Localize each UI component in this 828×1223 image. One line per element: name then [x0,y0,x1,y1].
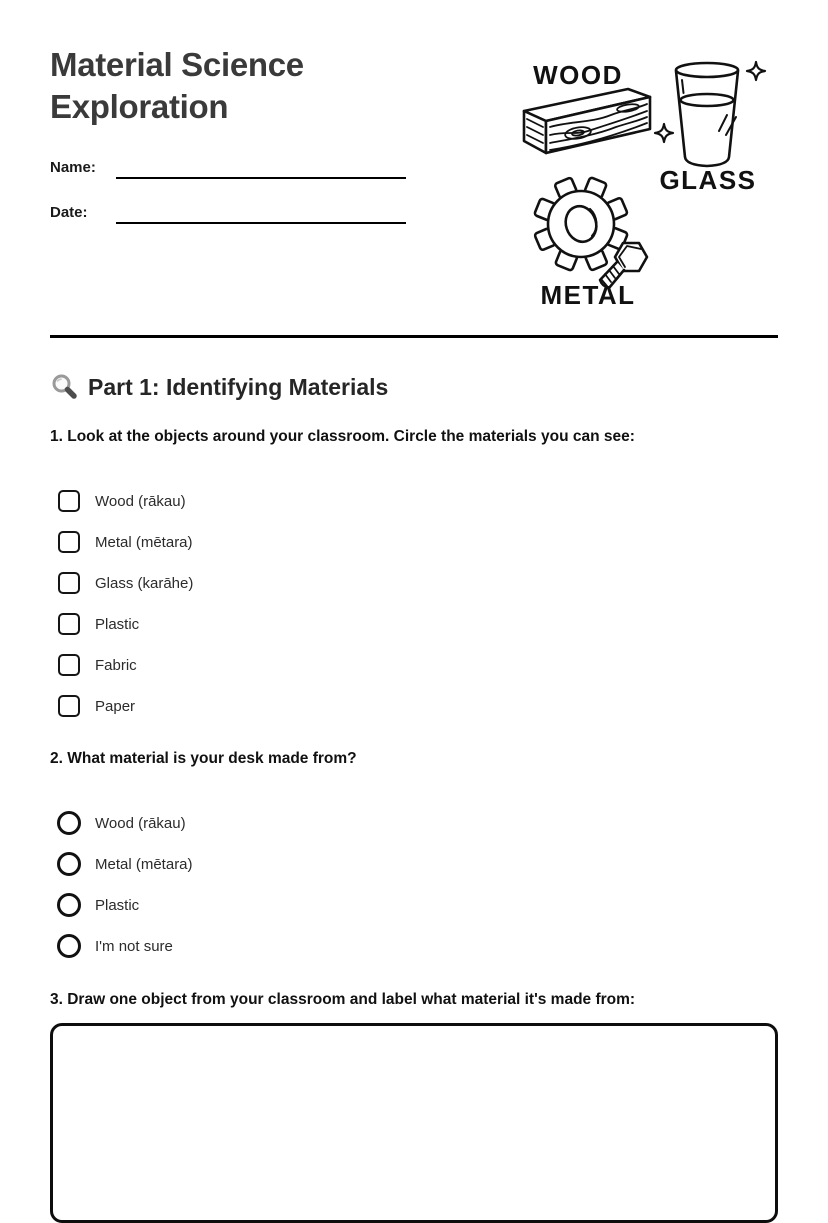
option-label: I'm not sure [95,937,173,955]
checkbox-glass[interactable] [58,572,80,594]
question-2: 2. What material is your desk made from? [50,750,357,767]
option-row [50,695,778,717]
option-row [50,572,778,594]
radio-not-sure[interactable] [57,934,81,958]
option-label: Glass (karāhe) [95,574,194,592]
option-row [50,852,778,876]
radio-plastic[interactable] [57,893,81,917]
option-row [50,934,778,958]
checkbox-plastic[interactable] [58,613,80,635]
option-row [50,893,778,917]
date-field-row [50,198,406,224]
question-1: 1. Look at the objects around your classroom. Circle the materials you can see: [50,428,635,445]
option-label: Metal (mētara) [95,855,193,873]
glass-icon [655,62,765,166]
checkbox-paper[interactable] [58,695,80,717]
checkbox-fabric[interactable] [58,654,80,676]
name-field-row [50,153,406,179]
materials-illustration [516,53,772,311]
name-input-line[interactable] [116,155,406,179]
option-label: Wood (rākau) [95,814,186,832]
radio-metal[interactable] [57,852,81,876]
metal-gear-icon [534,177,647,288]
option-label: Paper [95,697,136,715]
radio-wood[interactable] [57,811,81,835]
option-label: Wood (rākau) [95,492,186,510]
page-title: Material Science Exploration [50,46,304,125]
option-row [50,811,778,835]
part1-heading [50,372,778,402]
metal-illustration-label: METAL [540,280,636,310]
glass-illustration-label: GLASS [659,165,757,195]
option-row [50,654,778,676]
option-label: Metal (mētara) [95,533,193,551]
drawing-area[interactable] [50,1023,778,1223]
section-divider [50,335,778,338]
part1-heading-text: Part 1: Identifying Materials [88,373,389,400]
question-2-options [50,811,778,958]
checkbox-metal[interactable] [58,531,80,553]
option-row [50,613,778,635]
date-label: Date: [50,204,88,221]
magnifying-glass-icon [50,373,78,401]
question-1-options [50,490,778,717]
wood-illustration-label: WOOD [533,60,623,90]
question-3: 3. Draw one object from your classroom and label what material it's made from: [50,991,636,1008]
option-row [50,531,778,553]
wood-plank-icon [524,89,650,153]
option-label: Plastic [95,896,140,914]
option-row [50,490,778,512]
checkbox-wood[interactable] [58,490,80,512]
name-label: Name: [50,159,96,176]
option-label: Plastic [95,615,140,633]
option-label: Fabric [95,656,137,674]
date-input-line[interactable] [116,200,406,224]
